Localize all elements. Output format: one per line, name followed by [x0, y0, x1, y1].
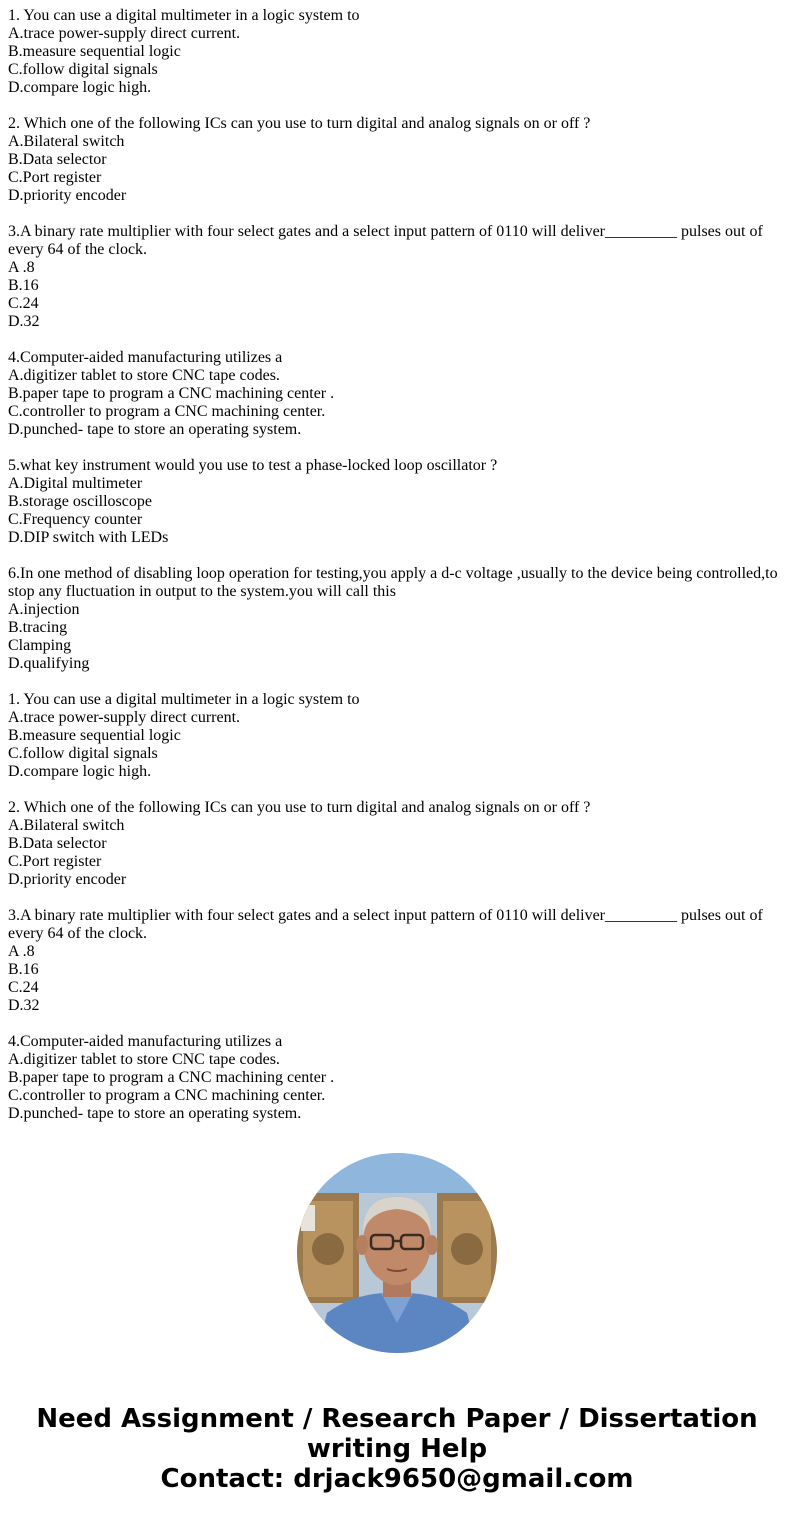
promo-subheadline: writing Help	[306, 1434, 488, 1464]
question-block	[8, 457, 786, 547]
answer-option: A .8	[8, 259, 35, 276]
question-block	[8, 907, 786, 1015]
answer-option: A.Bilateral switch	[8, 133, 125, 150]
question-text: 4.Computer-aided manufacturing utilizes a	[8, 349, 283, 366]
answer-option: D.punched- tape to store an operating system.	[8, 1105, 302, 1122]
answer-option: A.Digital multimeter	[8, 475, 143, 492]
answer-option: D.32	[8, 997, 40, 1014]
question-block	[8, 1033, 786, 1123]
question-text: 1. You can use a digital multimeter in a logic system to	[8, 691, 360, 708]
question-text: 3.A binary rate multiplier with four select gates and a select input pattern of 0110 will deliver_________ pulses out of every 64 of the clock.	[8, 223, 763, 258]
answer-option: C.controller to program a CNC machining center.	[8, 403, 326, 420]
answer-option: A.digitizer tablet to store CNC tape codes.	[8, 1051, 280, 1068]
answer-option: B.Data selector	[8, 151, 107, 168]
question-block	[8, 565, 786, 673]
question-list	[8, 7, 786, 1141]
promo-contact: Contact: drjack9650@gmail.com	[160, 1464, 634, 1494]
question-text: 5.what key instrument would you use to test a phase-locked loop oscillator ?	[8, 457, 498, 474]
question-text: 3.A binary rate multiplier with four select gates and a select input pattern of 0110 will deliver_________ pulses out of every 64 of the clock.	[8, 907, 763, 942]
answer-option: B.tracing	[8, 619, 68, 636]
answer-option: A.trace power-supply direct current.	[8, 709, 241, 726]
answer-option: B.paper tape to program a CNC machining center .	[8, 385, 335, 402]
question-block	[8, 799, 786, 889]
answer-option: D.compare logic high.	[8, 79, 152, 96]
answer-option: D.punched- tape to store an operating system.	[8, 421, 302, 438]
avatar	[297, 1153, 497, 1353]
answer-option: A.trace power-supply direct current.	[8, 25, 241, 42]
answer-option: D.qualifying	[8, 655, 90, 672]
question-block	[8, 115, 786, 205]
answer-option: B.storage oscilloscope	[8, 493, 152, 510]
answer-option: D.priority encoder	[8, 871, 127, 888]
answer-option: B.16	[8, 277, 39, 294]
question-text: 6.In one method of disabling loop operation for testing,you apply a d-c voltage ,usually to the device being controlled,to stop any fluctuation in output to the system.you will call this	[8, 565, 778, 600]
question-text: 1. You can use a digital multimeter in a logic system to	[8, 7, 360, 24]
answer-option: D.32	[8, 313, 40, 330]
answer-option: Clamping	[8, 637, 72, 654]
question-block	[8, 223, 786, 331]
answer-option: A.digitizer tablet to store CNC tape codes.	[8, 367, 280, 384]
answer-option: C.Frequency counter	[8, 511, 143, 528]
promo-headline: Need Assignment / Research Paper / Dissertation	[36, 1404, 758, 1434]
question-block	[8, 691, 786, 781]
question-block	[8, 349, 786, 439]
answer-option: B.measure sequential logic	[8, 727, 181, 744]
answer-option: C.follow digital signals	[8, 61, 158, 78]
answer-option: D.priority encoder	[8, 187, 127, 204]
answer-option: B.measure sequential logic	[8, 43, 181, 60]
answer-option: B.Data selector	[8, 835, 107, 852]
answer-option: A .8	[8, 943, 35, 960]
answer-option: C.Port register	[8, 853, 102, 870]
answer-option: B.paper tape to program a CNC machining center .	[8, 1069, 335, 1086]
answer-option: A.Bilateral switch	[8, 817, 125, 834]
question-text: 2. Which one of the following ICs can you use to turn digital and analog signals on or off ?	[8, 799, 591, 816]
answer-option: A.injection	[8, 601, 80, 618]
answer-option: B.16	[8, 961, 39, 978]
answer-option: C.24	[8, 979, 39, 996]
person-photo-icon	[297, 1153, 497, 1353]
answer-option: C.follow digital signals	[8, 745, 158, 762]
answer-option: D.compare logic high.	[8, 763, 152, 780]
answer-option: C.Port register	[8, 169, 102, 186]
answer-option: C.controller to program a CNC machining center.	[8, 1087, 326, 1104]
question-text: 4.Computer-aided manufacturing utilizes a	[8, 1033, 283, 1050]
question-block	[8, 7, 786, 97]
answer-option: D.DIP switch with LEDs	[8, 529, 169, 546]
answer-option: C.24	[8, 295, 39, 312]
promo-banner	[0, 1404, 794, 1494]
question-text: 2. Which one of the following ICs can you use to turn digital and analog signals on or off ?	[8, 115, 591, 132]
